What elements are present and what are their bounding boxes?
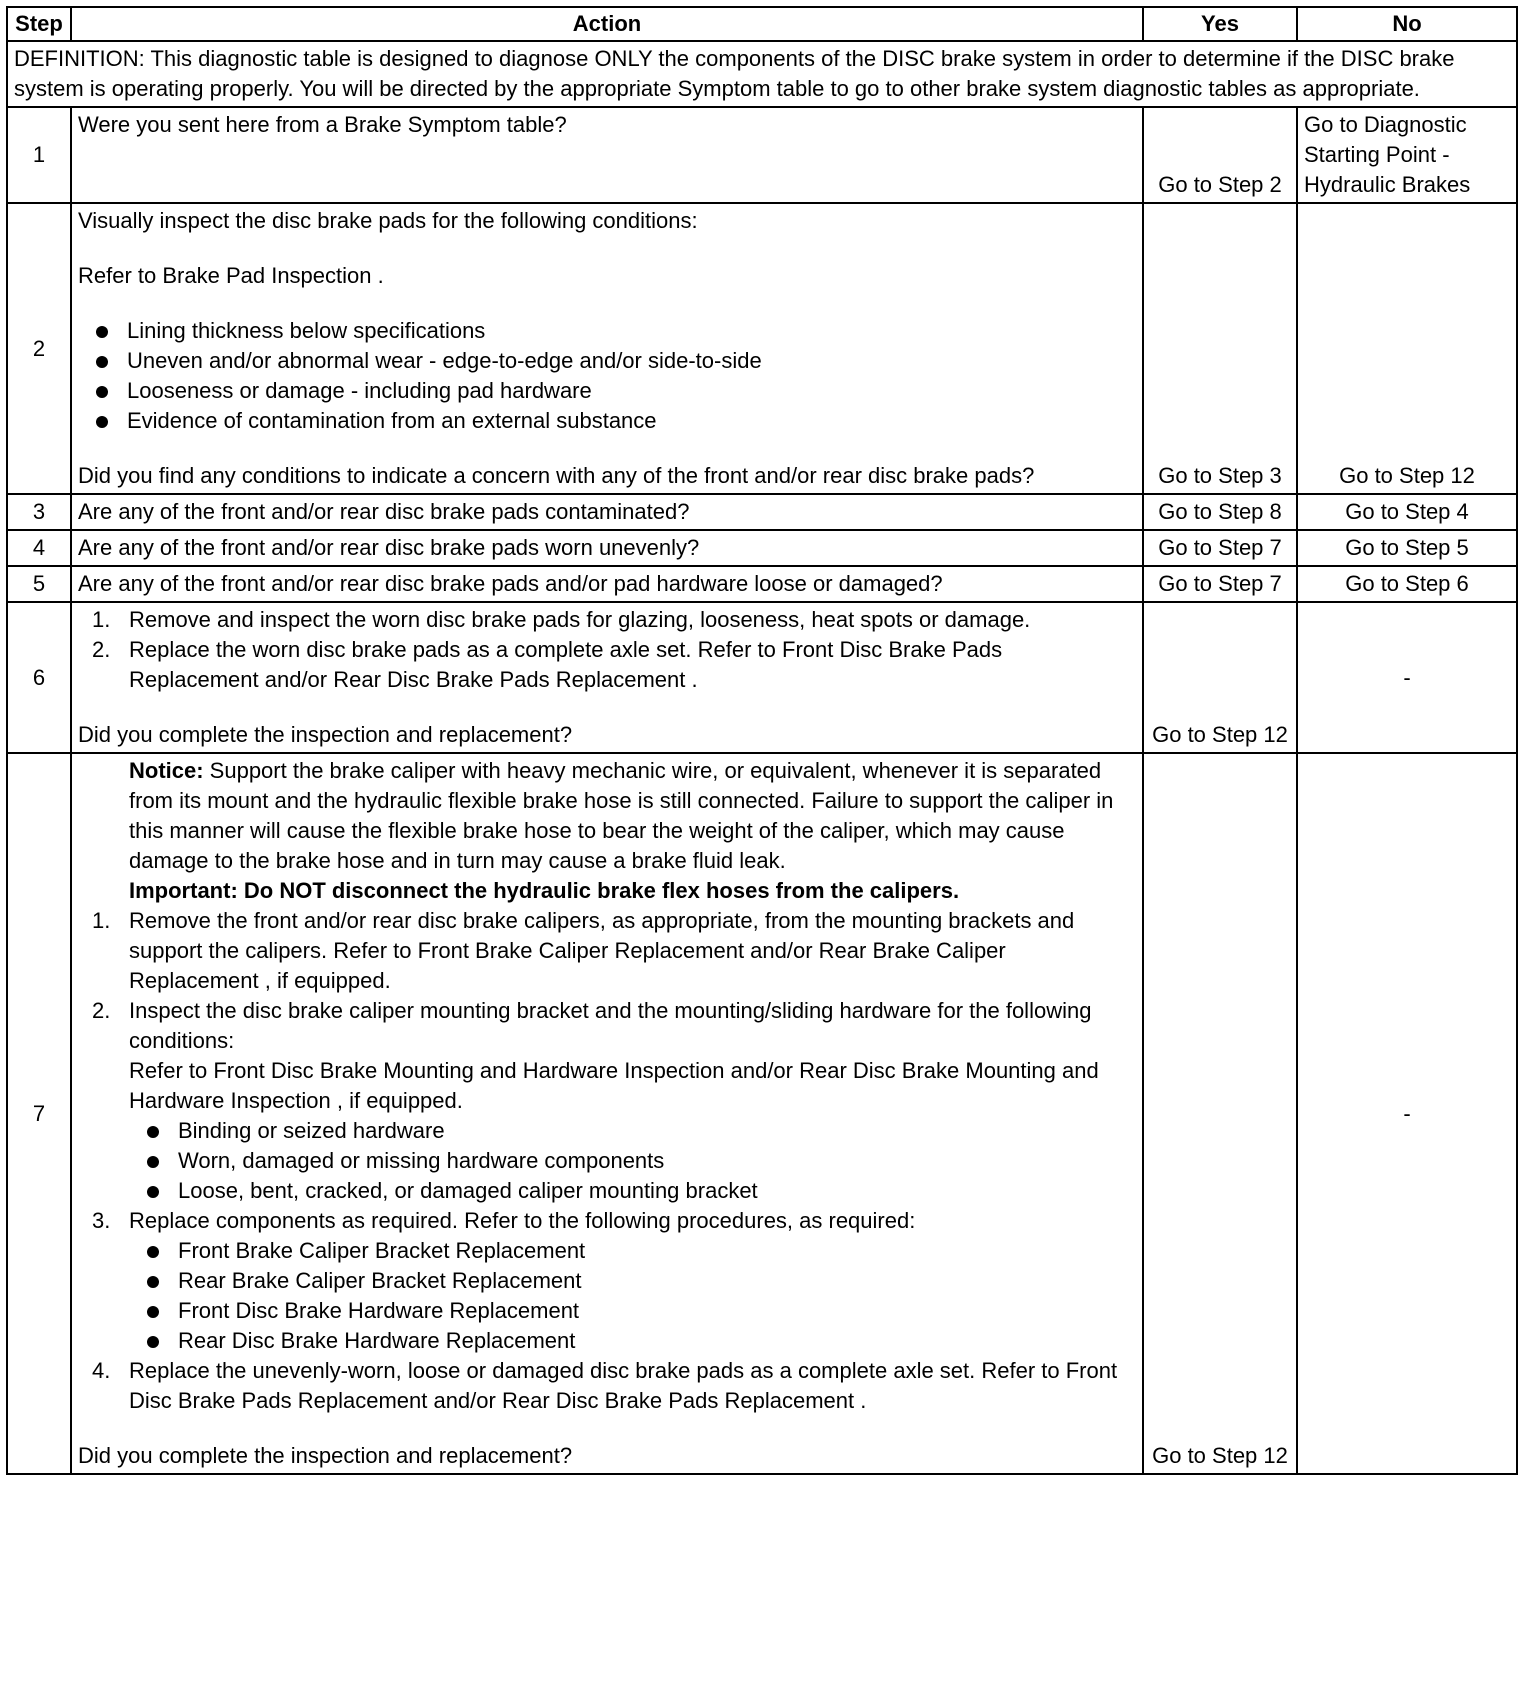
table-row-step-1	[7, 107, 1517, 203]
item-number: 3.	[92, 1208, 111, 1233]
header-yes: Yes	[1143, 7, 1297, 41]
action-text: Are any of the front and/or rear disc brake pads and/or pad hardware loose or damaged?	[71, 566, 1143, 602]
header-no: No	[1297, 7, 1517, 41]
list-item	[78, 906, 1136, 996]
action-refer: Refer to Brake Pad Inspection .	[78, 263, 384, 288]
table-row-step-5	[7, 566, 1517, 602]
step-number: 6	[7, 602, 71, 753]
no-result: -	[1297, 753, 1517, 1474]
item-number: 2.	[92, 998, 111, 1023]
list-item: Lining thickness below specifications	[96, 316, 1136, 346]
yes-result: Go to Step 12	[1143, 602, 1297, 753]
item-text: Remove the front and/or rear disc brake calipers, as appropriate, from the mounting brackets and support the calipers. Refer to Front Brake Caliper Replacement and/or Rear Brake Caliper Replacement , if equipped.	[129, 908, 1075, 993]
item-number: 1.	[92, 908, 111, 933]
action-question: Did you complete the inspection and replacement?	[78, 722, 573, 747]
header-step: Step	[7, 7, 71, 41]
header-row	[7, 7, 1517, 41]
action-cell	[71, 203, 1143, 494]
action-cell	[71, 753, 1143, 1474]
no-result: Go to Step 4	[1297, 494, 1517, 530]
procedure-list	[78, 605, 1136, 695]
action-text: Were you sent here from a Brake Symptom table?	[71, 107, 1143, 203]
replacement-procedure-list	[78, 1236, 1136, 1356]
important-text: Do NOT disconnect the hydraulic brake flex hoses from the calipers.	[237, 878, 960, 903]
yes-result: Go to Step 3	[1143, 203, 1297, 494]
list-item: Loose, bent, cracked, or damaged caliper mounting bracket	[147, 1176, 1136, 1206]
list-item	[78, 1206, 1136, 1236]
notice-paragraph	[78, 756, 1136, 876]
definition-text: DEFINITION: This diagnostic table is designed to diagnose ONLY the components of the DISC brake system in order to determine if the DISC brake system is operating properly. You will be directed by the appropriate Symptom table to go to other brake system diagnostic tables as appropriate.	[7, 41, 1517, 107]
action-intro: Visually inspect the disc brake pads for the following conditions:	[78, 208, 698, 233]
item-number: 4.	[92, 1358, 111, 1383]
list-item: Front Brake Caliper Bracket Replacement	[147, 1236, 1136, 1266]
item-number: 1.	[92, 607, 111, 632]
table-row-step-6	[7, 602, 1517, 753]
action-question: Did you find any conditions to indicate a concern with any of the front and/or rear disc brake pads?	[78, 463, 1035, 488]
no-result: Go to Step 6	[1297, 566, 1517, 602]
table-row-step-2	[7, 203, 1517, 494]
list-item	[78, 635, 1136, 695]
item-refer: Refer to Front Disc Brake Mounting and Hardware Inspection and/or Rear Disc Brake Mounting and Hardware Inspection , if equipped.	[129, 1058, 1099, 1113]
item-number: 2.	[92, 637, 111, 662]
step-number: 3	[7, 494, 71, 530]
table-row-step-4	[7, 530, 1517, 566]
important-paragraph	[78, 876, 1136, 906]
no-result: Go to Diagnostic Starting Point - Hydraulic Brakes	[1297, 107, 1517, 203]
hardware-condition-list	[78, 1116, 1136, 1206]
action-text: Are any of the front and/or rear disc brake pads worn unevenly?	[71, 530, 1143, 566]
item-text: Remove and inspect the worn disc brake pads for glazing, looseness, heat spots or damage.	[129, 607, 1031, 632]
item-text: Inspect the disc brake caliper mounting bracket and the mounting/sliding hardware for the following conditions:	[129, 998, 1092, 1053]
list-item: Worn, damaged or missing hardware components	[147, 1146, 1136, 1176]
step-number: 4	[7, 530, 71, 566]
no-result: Go to Step 12	[1297, 203, 1517, 494]
yes-result: Go to Step 12	[1143, 753, 1297, 1474]
list-item: Binding or seized hardware	[147, 1116, 1136, 1146]
item-text: Replace the worn disc brake pads as a complete axle set. Refer to Front Disc Brake Pads Replacement and/or Rear Disc Brake Pads Replacement .	[129, 637, 1003, 692]
action-cell	[71, 602, 1143, 753]
yes-result: Go to Step 8	[1143, 494, 1297, 530]
notice-label: Notice:	[129, 758, 204, 783]
step-number: 7	[7, 753, 71, 1474]
action-question: Did you complete the inspection and replacement?	[78, 1443, 573, 1468]
procedure-list	[78, 906, 1136, 1116]
action-text: Are any of the front and/or rear disc brake pads contaminated?	[71, 494, 1143, 530]
step-number: 5	[7, 566, 71, 602]
item-text: Replace components as required. Refer to the following procedures, as required:	[129, 1208, 916, 1233]
step-number: 1	[7, 107, 71, 203]
no-result: Go to Step 5	[1297, 530, 1517, 566]
list-item: Rear Disc Brake Hardware Replacement	[147, 1326, 1136, 1356]
list-item: Front Disc Brake Hardware Replacement	[147, 1296, 1136, 1326]
list-item: Looseness or damage - including pad hardware	[96, 376, 1136, 406]
procedure-list-continued	[78, 1206, 1136, 1236]
step-number: 2	[7, 203, 71, 494]
list-item	[78, 1356, 1136, 1416]
notice-text: Support the brake caliper with heavy mechanic wire, or equivalent, whenever it is separated from its mount and the hydraulic flexible brake hose is still connected. Failure to support the caliper in this manner will cause the flexible brake hose to bear the weight of the caliper, which may cause damage to the brake hose and in turn may cause a brake fluid leak.	[129, 758, 1114, 873]
list-item	[78, 605, 1136, 635]
condition-list	[78, 316, 1136, 436]
table-row-step-3	[7, 494, 1517, 530]
list-item: Rear Brake Caliper Bracket Replacement	[147, 1266, 1136, 1296]
yes-result: Go to Step 7	[1143, 530, 1297, 566]
list-item: Uneven and/or abnormal wear - edge-to-edge and/or side-to-side	[96, 346, 1136, 376]
table-row-step-7	[7, 753, 1517, 1474]
important-label: Important:	[129, 878, 238, 903]
procedure-list-final	[78, 1356, 1136, 1416]
yes-result: Go to Step 2	[1143, 107, 1297, 203]
list-item	[78, 996, 1136, 1116]
no-result: -	[1297, 602, 1517, 753]
header-action: Action	[71, 7, 1143, 41]
yes-result: Go to Step 7	[1143, 566, 1297, 602]
definition-row	[7, 41, 1517, 107]
item-text: Replace the unevenly-worn, loose or damaged disc brake pads as a complete axle set. Refer to Front Disc Brake Pads Replacement and/or Rear Disc Brake Pads Replacement .	[129, 1358, 1118, 1413]
list-item: Evidence of contamination from an external substance	[96, 406, 1136, 436]
diagnostic-table	[6, 6, 1518, 1475]
